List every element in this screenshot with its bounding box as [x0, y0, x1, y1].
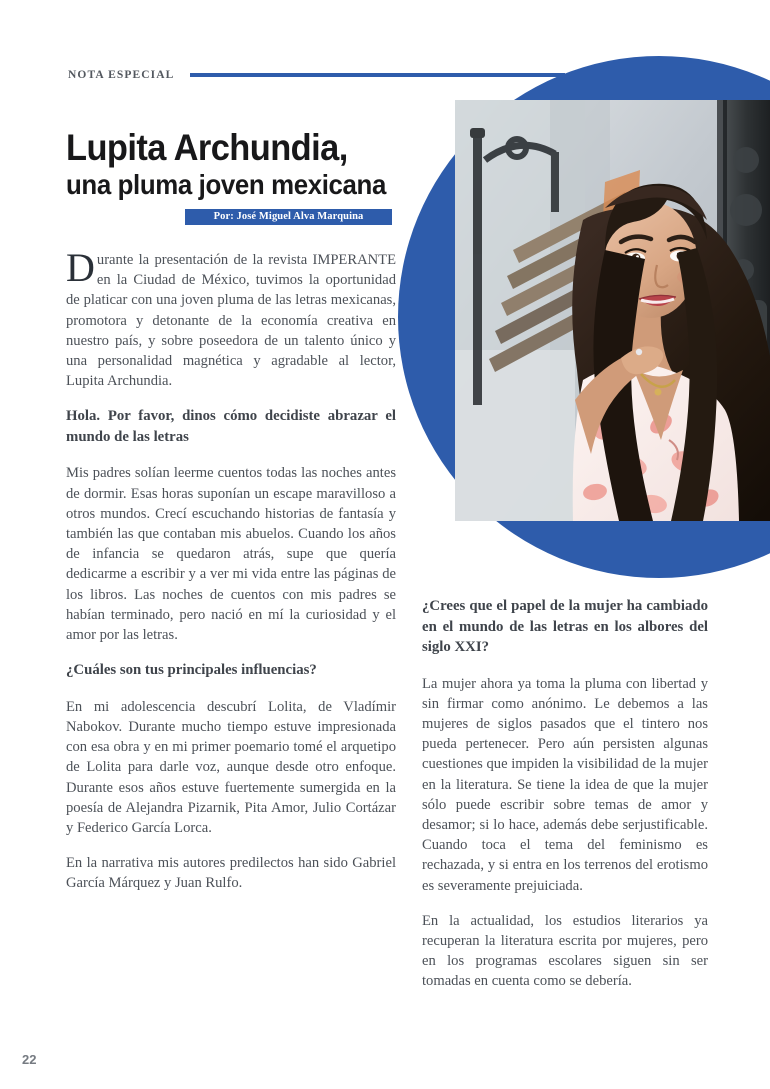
- answer-paragraph-2a: En mi adolescencia descubrí Lolita, de Vladímir Nabokov. Durante mucho tiempo estuve impresionada con esa obra y en mi primer poemario tomé el arquetipo de Lolita para darle voz, aunque desde otro enfoque. Durante esos años estuve fuertemente sumergida en la poesía de Alejandra Pizarnik, Pita Amor, Julio Cortázar y Federico García Lorca.: [66, 698, 396, 836]
- left-column: [66, 245, 396, 894]
- kicker-label: NOTA ESPECIAL: [68, 69, 175, 81]
- answer-paragraph-3a: La mujer ahora ya toma la pluma con libertad y sin firmar como anónimo. Le debemos a las mujeres de siglos pasados que el tintero nos pueda pertenecer. Pero aún persisten algunas cuestiones que impiden la visibilidad de la mujer en la literatura. Se tiene la idea de que la mujer sólo puede escribir sobre temas de amor y desamor; si lo hace, además debe serjustificable. Cuando toca el tema del feminismo es rechazada, y si entra en los terrenos del erotismo es severamente prejuiciada.: [422, 675, 708, 894]
- lead-first-word: urante: [96, 252, 134, 268]
- page-number: 22: [22, 1052, 37, 1067]
- page-subtitle: una pluma joven mexicana: [66, 169, 386, 200]
- page-title: Lupita Archundia,: [66, 127, 348, 168]
- right-column: [422, 596, 708, 992]
- drop-cap: D: [66, 245, 95, 290]
- answer-paragraph-1: Mis padres solían leerme cuentos todas las noches antes de dormir. Esas horas suponían un escape maravilloso a otros mundos. Crecí escuchando historias de fantasía y también las que contaban mis abuelos. Cuando los años de infancia se quedaron atrás, supe que quería dedicarme a escribir y a ver mi vida entre las páginas de los libros. Las noches de cuentos con mis padres se habían terminado, pero nació en mí la curiosidad y el amor por las letras.: [66, 465, 396, 644]
- byline: Por: José Miguel Alva Marquina: [185, 209, 392, 225]
- portrait-photo: [455, 100, 770, 521]
- lead-rest: la presentación de la revista IMPERANTE en la Ciudad de México, tuvimos la oportunidad de platicar con una joven pluma de las letras mexicanas, promotora y detonante de la economía creativa en nuestro país, y sobre poseedora de un talento único y una personalidad magnética y agradable al lector, Lupita Archundia.: [66, 252, 396, 390]
- headline-block: [66, 128, 406, 200]
- question-heading-1: Hola. Por favor, dinos cómo decidiste abrazar el mundo de las letras: [66, 408, 396, 445]
- kicker-row: [68, 65, 568, 85]
- question-heading-3: ¿Crees que el papel de la mujer ha cambiado en el mundo de las letras en los albores del siglo XXI?: [422, 598, 708, 655]
- answer-paragraph-3b: En la actualidad, los estudios literarios ya recuperan la literatura escrita por mujeres, pero en los programas escolares siguen sin ser tomadas en cuenta como se debería.: [422, 912, 708, 990]
- question-heading-2: ¿Cuáles son tus principales influencias?: [66, 662, 317, 679]
- lead-paragraph: [66, 245, 396, 391]
- answer-paragraph-2b: En la narrativa mis autores predilectos han sido Gabriel García Márquez y Juan Rulfo.: [66, 855, 396, 892]
- kicker-rule: [190, 73, 565, 77]
